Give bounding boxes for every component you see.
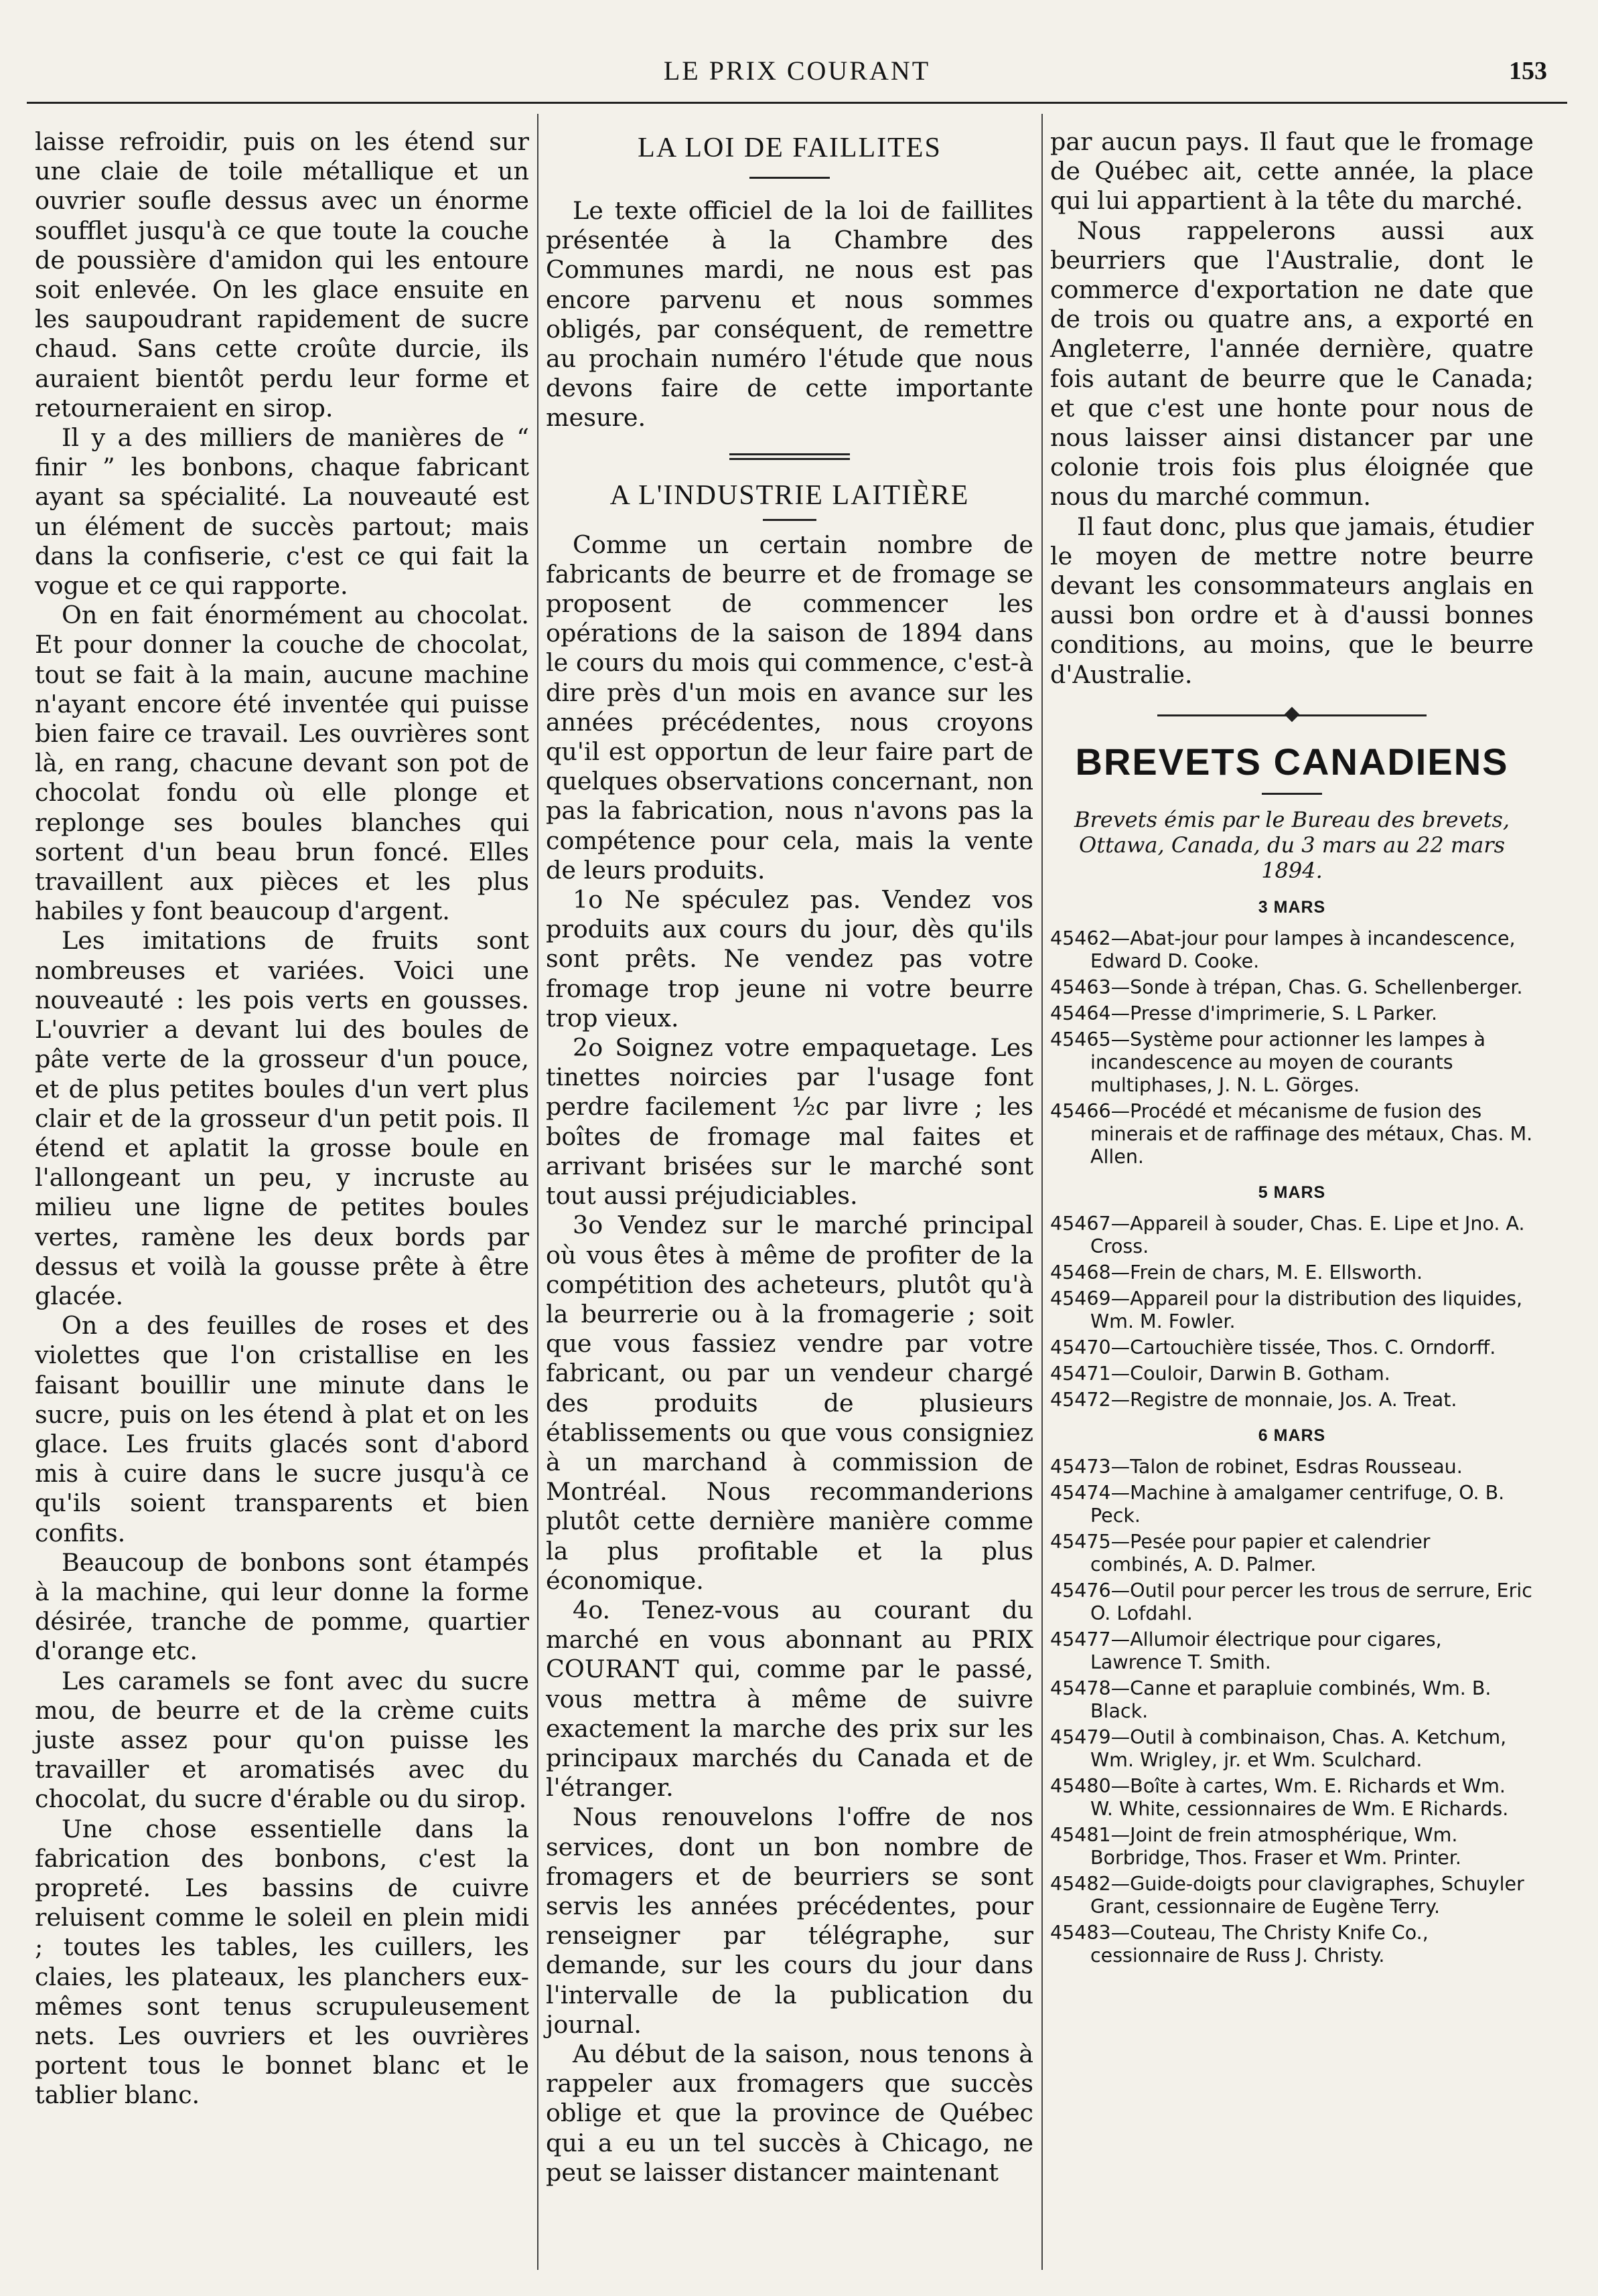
patent-entry: 45465—Système pour actionner les lampes à incandescence au moyen de courants multiphases, J. N. L. Görges. bbox=[1050, 1028, 1486, 1097]
paragraph: Beaucoup de bonbons sont étampés à la machine, qui leur donne la forme désirée, tranche de pomme, quartier d'orange etc. bbox=[35, 1547, 529, 1666]
date-heading: 3 MARS bbox=[1258, 897, 1326, 917]
patent-entry: 45471—Couloir, Darwin B. Gotham. bbox=[1050, 1363, 1390, 1385]
column-middle bbox=[546, 127, 1033, 2188]
patent-entry: 45464—Presse d'imprimerie, S. L Parker. bbox=[1050, 1002, 1438, 1025]
paragraph: 3o Vendez sur le marché principal où vous êtes à même de profiter de la compétition des acheteurs, plutôt qu'à la beurrerie ou à la fromagerie ; soit que vous fassiez vendre par votre fabricant, ou par un vendeur chargé des produits de plusieurs établissements ou que vous consigniez à un marchand à commission de Montréal. Nous recommanderions plutôt cette dernière manière comme la plus profitable et la plus économique. bbox=[546, 1211, 1033, 1595]
patent-entry: 45470—Cartouchière tissée, Thos. C. Orndorff. bbox=[1050, 1336, 1496, 1359]
patent-entry: 45469—Appareil pour la distribution des liquides, Wm. M. Fowler. bbox=[1050, 1288, 1523, 1333]
patent-entry: 45481—Joint de frein atmosphérique, Wm. Borbridge, Thos. Fraser et Wm. Printer. bbox=[1050, 1824, 1461, 1869]
page-header bbox=[27, 52, 1567, 99]
paragraph: Il faut donc, plus que jamais, étudier le moyen de mettre notre beurre devant les consommateurs anglais en aussi bon ordre et à d'aussi bonnes conditions, au moins, que le beurre d'Australie. bbox=[1050, 512, 1534, 689]
paragraph: par aucun pays. Il faut que le fromage de Québec ait, cette année, la place qui lui appartient à la tête du marché. bbox=[1050, 127, 1534, 216]
short-rule bbox=[763, 519, 816, 521]
patent-entry: 45473—Talon de robinet, Esdras Rousseau. bbox=[1050, 1456, 1463, 1478]
paragraph: On a des feuilles de roses et des violettes que l'on cristallise en les faisant bouillir une minute dans le sucre, puis on les étend à plat et on les glace. Les fruits glacés sont d'abord mis à cuire dans le sucre jusqu'à ce qu'ils soient transparents et bien confits. bbox=[35, 1311, 529, 1547]
patent-entry: 45478—Canne et parapluie combinés, Wm. B. Black. bbox=[1050, 1677, 1492, 1723]
column-divider bbox=[537, 114, 538, 2270]
paragraph: Au début de la saison, nous tenons à rappeler aux fromagers que succès oblige et que la province de Québec qui a eu un tel succès à Chicago, ne peut se laisser distancer maintenant bbox=[546, 2039, 1033, 2187]
patent-entry: 45476—Outil pour percer les trous de serrure, Eric O. Lofdahl. bbox=[1050, 1580, 1532, 1625]
patent-entry: 45463—Sonde à trépan, Chas. G. Schellenberger. bbox=[1050, 976, 1523, 999]
short-rule bbox=[749, 177, 830, 179]
paragraph: Nous rappelerons aussi aux beurriers que l'Australie, dont le commerce d'exportation ne date que de trois ou quatre ans, a exporté en Angleterre, l'année dernière, quatre fois autant de beurre que le Canada; et que c'est une honte pour nous de nous laisser ainsi distancer par une colonie trois fois plus éloignée que nous du marché commun. bbox=[1050, 216, 1534, 512]
running-title: LE PRIX COURANT bbox=[663, 56, 931, 86]
page-number: 153 bbox=[1509, 57, 1547, 85]
patent-entry: 45467—Appareil à souder, Chas. E. Lipe et Jno. A. Cross. bbox=[1050, 1213, 1525, 1258]
paragraph: 4o. Tenez-vous au courant du marché en vous abonnant au PRIX COURANT qui, comme par le passé, vous mettra à même de suivre exactement la marche des prix sur les principaux marchés du Canada et de l'étranger. bbox=[546, 1595, 1033, 1803]
patent-entry: 45468—Frein de chars, M. E. Ellsworth. bbox=[1050, 1261, 1423, 1284]
short-rule bbox=[1262, 793, 1322, 795]
patent-entry: 45479—Outil à combinaison, Chas. A. Ketchum, Wm. Wrigley, jr. et Wm. Sculchard. bbox=[1050, 1726, 1507, 1772]
section-heading-faillites: LA LOI DE FAILLITES bbox=[638, 133, 942, 163]
paragraph: Il y a des milliers de manières de “ finir ” les bonbons, chaque fabricant ayant sa spécialité. La nouveauté est un élément de succès partout; mais dans la confiserie, c'est ce qui fait la vogue et ce qui rapporte. bbox=[35, 423, 529, 601]
column-left bbox=[35, 127, 529, 2111]
column-right bbox=[1050, 127, 1534, 1971]
patent-entry: 45475—Pesée pour papier et calendrier combinés, A. D. Palmer. bbox=[1050, 1531, 1431, 1576]
patent-entry: 45474—Machine à amalgamer centrifuge, O. B. Peck. bbox=[1050, 1482, 1505, 1527]
patent-entry: 45472—Registre de monnaie, Jos. A. Treat. bbox=[1050, 1389, 1457, 1411]
header-rule bbox=[27, 102, 1567, 104]
patent-entry: 45480—Boîte à cartes, Wm. E. Richards et Wm. W. White, cessionnaires de Wm. E Richards. bbox=[1050, 1775, 1509, 1821]
patent-entry: 45482—Guide-doigts pour clavigraphes, Schuyler Grant, cessionnaire de Eugène Terry. bbox=[1050, 1873, 1524, 1918]
column-divider bbox=[1041, 114, 1043, 2270]
brevets-heading: BREVETS CANADIENS bbox=[1075, 740, 1509, 783]
paragraph: Les imitations de fruits sont nombreuses et variées. Voici une nouveauté : les pois verts en gousses. L'ouvrier a devant lui des boules de pâte verte de la grosseur d'un pouce, et de plus petites boules d'un vert plus clair et de la grosseur d'un petit pois. Il étend et aplatit la grosse boule en l'allongeant un peu, y incruste au milieu une ligne de petites boules vertes, ramène les deux bords par dessus et voilà la gousse prête à être glacée. bbox=[35, 926, 529, 1310]
paragraph: On en fait énormément au chocolat. Et pour donner la couche de chocolat, tout se fait à la main, aucune machine n'ayant encore été inventée qui puisse bien faire ce travail. Les ouvrières sont là, en rang, chacune devant son pot de chocolat fondu où elle plonge et replonge ses boules blanches qui sortent d'un beau brun foncé. Elles travaillent aux pièces et les plus habiles y font beaucoup d'argent. bbox=[35, 601, 529, 926]
paragraph: Une chose essentielle dans la fabrication des bonbons, c'est la propreté. Les bassins de cuivre reluisent comme le soleil en plein midi ; toutes les tables, les cuillers, les claies, les plateaux, les planchers eux-mêmes sont tenus scrupuleusement nets. Les ouvriers et les ouvrières portent tous le bonnet blanc et le tablier blanc. bbox=[35, 1814, 529, 2110]
patent-entry: 45462—Abat-jour pour lampes à incandescence, Edward D. Cooke. bbox=[1050, 927, 1516, 973]
date-heading: 6 MARS bbox=[1258, 1426, 1326, 1446]
date-heading: 5 MARS bbox=[1258, 1183, 1326, 1203]
paragraph: Le texte officiel de la loi de faillites présentée à la Chambre des Communes mardi, ne nous est pas encore parvenu et nous sommes obligés, par conséquent, de remettre au prochain numéro l'étude que nous devons faire de cette importante mesure. bbox=[546, 196, 1033, 433]
paragraph: 1o Ne spéculez pas. Vendez vos produits aux cours du jour, dès qu'ils sont prêts. Ne vendez pas votre fromage trop jeune ni votre beurre trop vieux. bbox=[546, 885, 1033, 1032]
section-separator bbox=[729, 453, 850, 460]
paragraph: laisse refroidir, puis on les étend sur une claie de toile métallique et un ouvrier soufle dessus avec un énorme soufflet jusqu'à ce que toute la couche de poussière d'amidon qui les entoure soit enlevée. On les glace ensuite en les saupoudrant rapidement de sucre chaud. Sans cette croûte durcie, ils auraient bientôt perdu leur forme et retourneraient en sirop. bbox=[35, 127, 529, 423]
paragraph: 2o Soignez votre empaquetage. Les tinettes noircies par l'usage font perdre facilement ½c par livre ; les boîtes de fromage mal faites et arrivant brisées sur le marché sont tout aussi préjudiciables. bbox=[546, 1033, 1033, 1211]
patent-entry: 45483—Couteau, The Christy Knife Co., cessionnaire de Russ J. Christy. bbox=[1050, 1922, 1429, 1967]
ornamental-rule bbox=[1050, 707, 1534, 723]
paragraph: Comme un certain nombre de fabricants de beurre et de fromage se proposent de commencer les opérations de la saison de 1894 dans le cours du mois qui commence, c'est-à dire près d'un mois en avance sur les années précédentes, nous croyons qu'il est opportun de leur faire part de quelques observations concernant, non pas la fabrication, nous n'avons pas la compétence pour cela, mais la vente de leurs produits. bbox=[546, 530, 1033, 885]
paragraph: Nous renouvelons l'offre de nos services, dont un bon nombre de fromagers et de beurriers se sont servis les années précédentes, pour renseigner par télégraphe, sur demande, sur les cours du jour dans l'intervalle de la publication du journal. bbox=[546, 1803, 1033, 2039]
brevets-intro: Brevets émis par le Bureau des brevets, Ottawa, Canada, du 3 mars au 22 mars 1894. bbox=[1074, 806, 1510, 883]
patent-entry: 45466—Procédé et mécanisme de fusion des minerais et de raffinage des métaux, Chas. M. Allen. bbox=[1050, 1100, 1533, 1168]
patent-entry: 45477—Allumoir électrique pour cigares, Lawrence T. Smith. bbox=[1050, 1628, 1442, 1674]
section-heading-laitiere: A L'INDUSTRIE LAITIÈRE bbox=[609, 479, 970, 511]
paragraph: Les caramels se font avec du sucre mou, de beurre et de la crème cuits juste assez pour qu'on puisse les travailler et aromatisés avec du chocolat, du sucre d'érable ou du sirop. bbox=[35, 1666, 529, 1814]
